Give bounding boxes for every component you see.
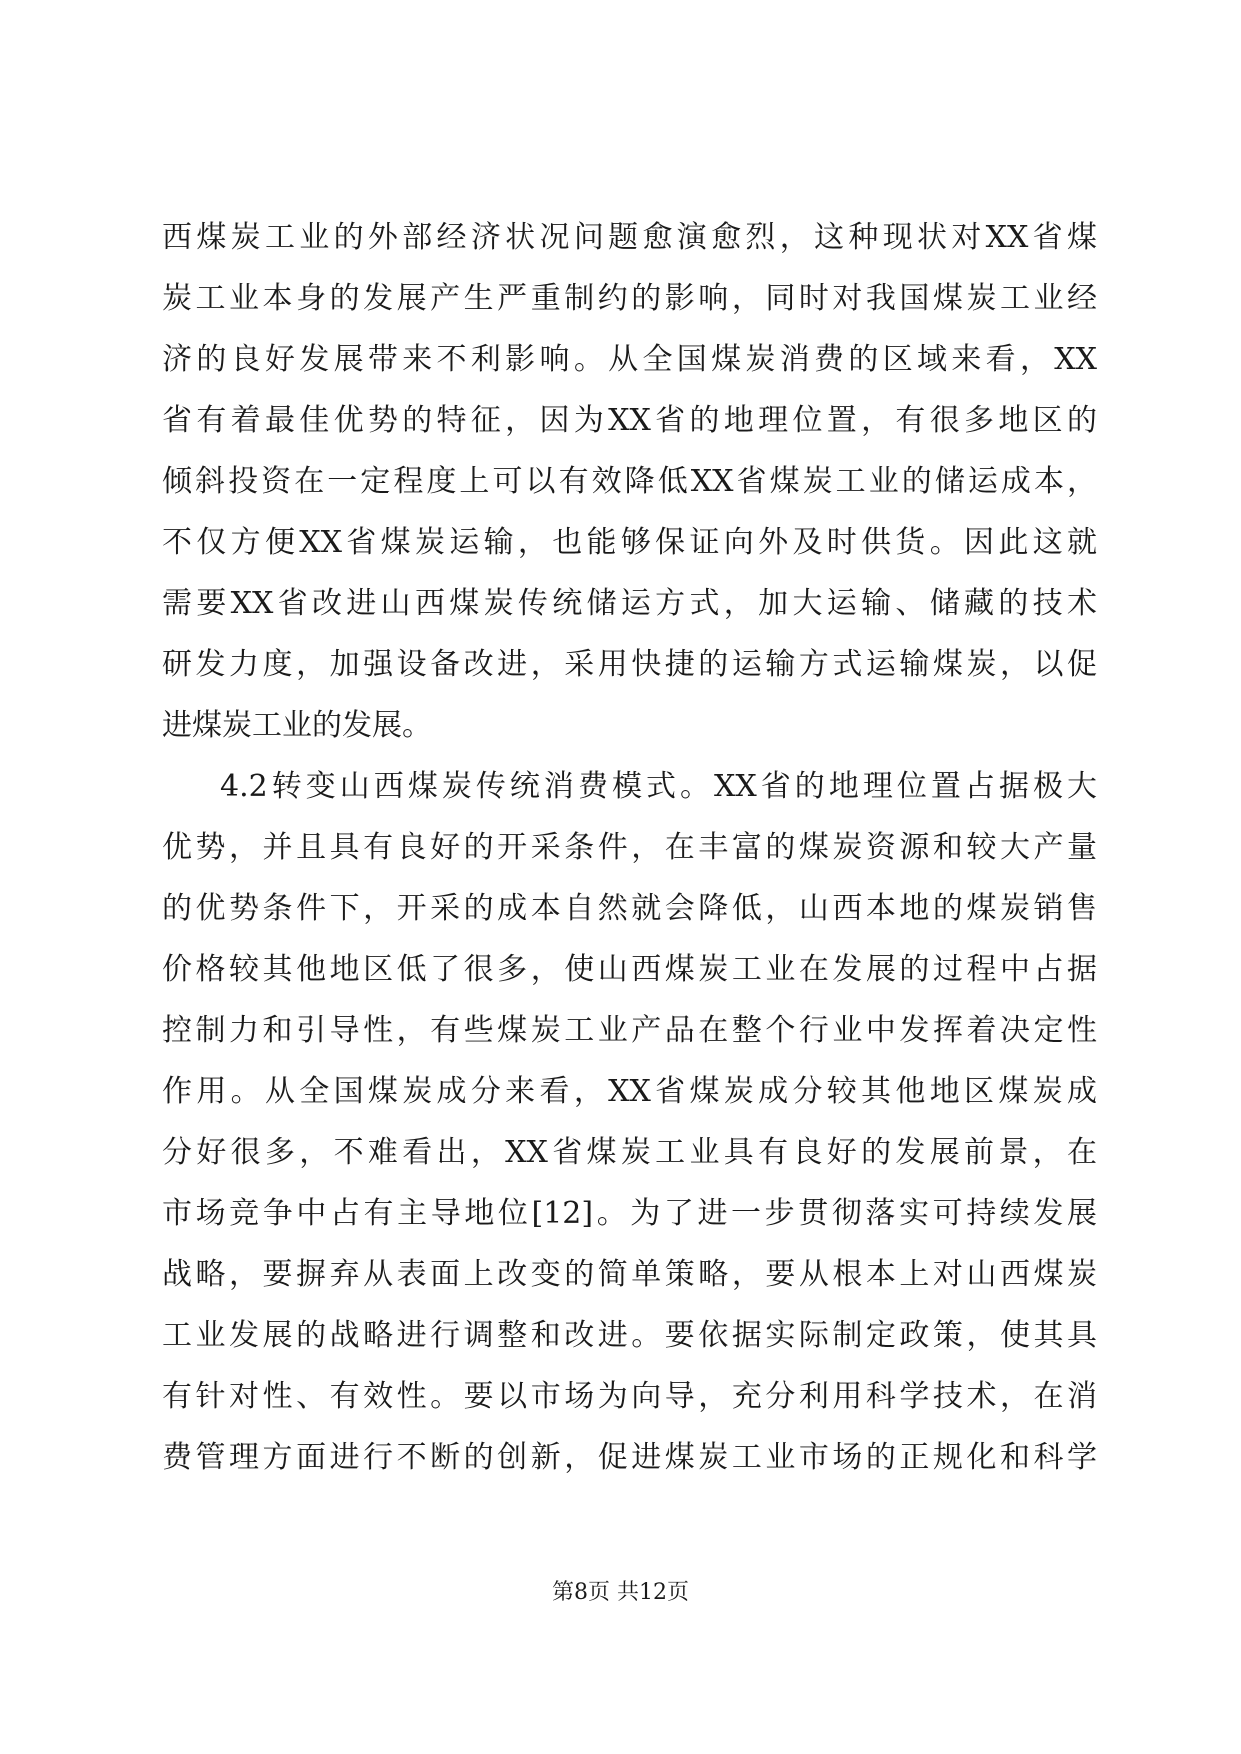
text-line: 进煤炭工业的发展。 xyxy=(162,708,432,743)
text-line: 有针对性、有效性。要以市场为向导，充分利用科学技术，在消 xyxy=(162,1379,1097,1414)
text-line: 济的良好发展带来不利影响。从全国煤炭消费的区域来看，XX xyxy=(162,342,1097,377)
paragraph-1 xyxy=(162,207,1097,756)
text-line: 市场竞争中占有主导地位[12]。为了进一步贯彻落实可持续发展 xyxy=(162,1196,1097,1231)
text-line: 西煤炭工业的外部经济状况问题愈演愈烈，这种现状对XX省煤 xyxy=(162,220,1097,255)
text-line: 的优势条件下，开采的成本自然就会降低，山西本地的煤炭销售 xyxy=(162,891,1097,926)
page-footer: 第8页 共12页 xyxy=(552,1580,689,1605)
text-line: 省有着最佳优势的特征，因为XX省的地理位置，有很多地区的 xyxy=(162,403,1097,438)
text-line: 战略，要摒弃从表面上改变的简单策略，要从根本上对山西煤炭 xyxy=(162,1257,1097,1292)
text-line: 工业发展的战略进行调整和改进。要依据实际制定政策，使其具 xyxy=(162,1318,1097,1353)
text-line: 需要XX省改进山西煤炭传统储运方式，加大运输、储藏的技术 xyxy=(162,586,1097,621)
text-line: 价格较其他地区低了很多，使山西煤炭工业在发展的过程中占据 xyxy=(162,952,1097,987)
text-line: 优势，并且具有良好的开采条件，在丰富的煤炭资源和较大产量 xyxy=(162,830,1097,865)
paragraph-2 xyxy=(162,756,1097,1488)
text-line: 作用。从全国煤炭成分来看，XX省煤炭成分较其他地区煤炭成 xyxy=(162,1074,1097,1109)
text-line: 不仅方便XX省煤炭运输，也能够保证向外及时供货。因此这就 xyxy=(162,525,1097,560)
text-line: 炭工业本身的发展产生严重制约的影响，同时对我国煤炭工业经 xyxy=(162,281,1097,316)
text-line: 控制力和引导性，有些煤炭工业产品在整个行业中发挥着决定性 xyxy=(162,1013,1097,1048)
text-line: 倾斜投资在一定程度上可以有效降低XX省煤炭工业的储运成本， xyxy=(162,464,1097,499)
body-text xyxy=(162,207,1097,1488)
section-heading-line: 4.2转变山西煤炭传统消费模式。XX省的地理位置占据极大 xyxy=(220,769,1097,804)
text-line: 分好很多，不难看出，XX省煤炭工业具有良好的发展前景，在 xyxy=(162,1135,1097,1170)
text-line: 费管理方面进行不断的创新，促进煤炭工业市场的正规化和科学 xyxy=(162,1440,1097,1475)
text-line: 研发力度，加强设备改进，采用快捷的运输方式运输煤炭，以促 xyxy=(162,647,1097,682)
